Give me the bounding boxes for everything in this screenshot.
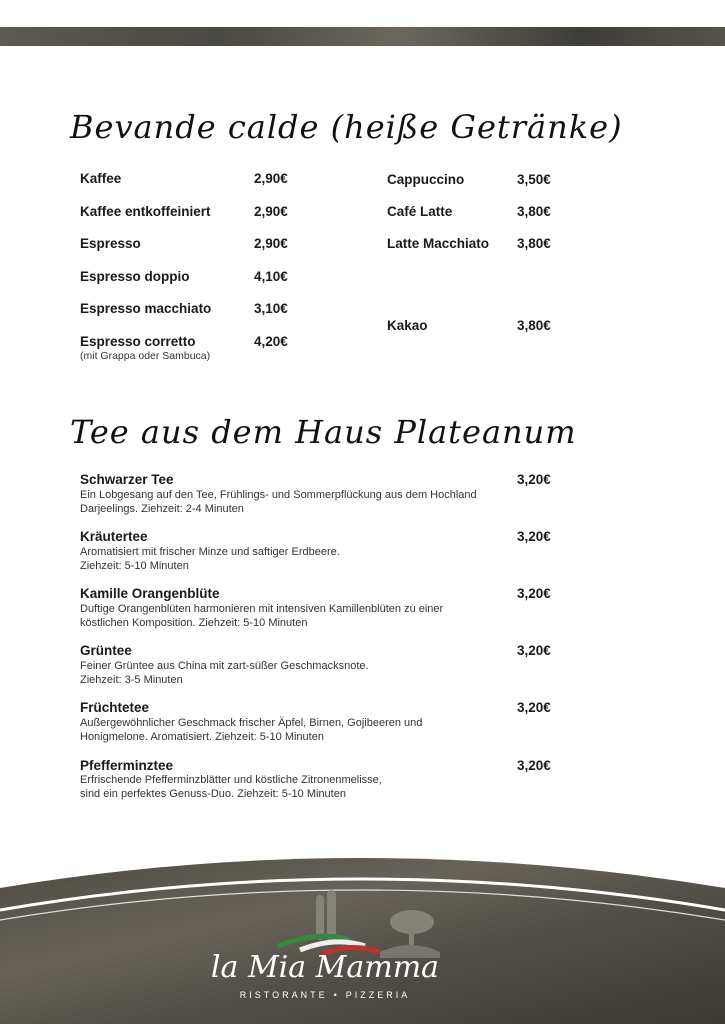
menu-item-name: Espresso doppio: [80, 269, 190, 284]
menu-item-name: Kaffee entkoffeiniert: [80, 204, 211, 219]
tea-item-name: Kräutertee: [80, 529, 148, 544]
menu-item-name: Espresso macchiato: [80, 301, 212, 316]
menu-item-note: (mit Grappa oder Sambuca): [80, 350, 211, 362]
tea-item-price: 3,20€: [517, 472, 551, 487]
menu-item-name: Kaffee: [80, 171, 122, 186]
menu-item-price: 2,90€: [254, 171, 288, 186]
menu-item-price: 3,80€: [517, 318, 551, 333]
hot-drinks-title: Bevande calde (heiße Getränke): [70, 108, 623, 146]
tea-item-price: 3,20€: [517, 758, 551, 773]
menu-item-price: 2,90€: [254, 236, 288, 251]
tea-item-description: Aromatisiert mit frischer Minze und saftiger Erdbeere. Ziehzeit: 5-10 Minuten: [80, 546, 340, 572]
menu-item-name: Café Latte: [387, 204, 453, 219]
menu-item-price: 4,10€: [254, 269, 288, 284]
brand-subtitle: [200, 990, 450, 1000]
menu-item-price: 3,10€: [254, 301, 288, 316]
tea-item-price: 3,20€: [517, 529, 551, 544]
tea-item-description: Erfrischende Pfefferminzblätter und köstliche Zitronenmelisse, sind ein perfektes Genuss-Duo. Ziehzeit: 5-10 Minuten: [80, 774, 382, 800]
tea-item-description: Ein Lobgesang auf den Tee, Frühlings- und Sommerpflückung aus dem Hochland Darjeelings. Ziehzeit: 2-4 Minuten: [80, 489, 477, 515]
tea-item-name: Pfefferminztee: [80, 758, 174, 773]
menu-item-price: 4,20€: [254, 334, 288, 349]
menu-item-name: Espresso: [80, 236, 141, 251]
tea-item-name: Schwarzer Tee: [80, 472, 174, 487]
tea-item-description: Duftige Orangenblüten harmonieren mit intensiven Kamillenblüten zu einer köstlichen Komposition. Ziehzeit: 5-10 Minuten: [80, 603, 444, 629]
top-decorative-band: [0, 27, 725, 46]
menu-item-price: 2,90€: [254, 204, 288, 219]
tea-item-name: Früchtetee: [80, 700, 150, 715]
menu-item-price: 3,50€: [517, 172, 551, 187]
tea-item-description: Feiner Grüntee aus China mit zart-süßer Geschmacksnote. Ziehzeit: 3-5 Minuten: [80, 660, 369, 686]
brand-subtitle-right: PIZZERIA: [345, 990, 411, 1000]
menu-item-name: Kakao: [387, 318, 428, 333]
tea-item-description: Außergewöhnlicher Geschmack frischer Äpfel, Birnen, Gojibeeren und Honigmelone. Aromatisiert. Ziehzeit: 5-10 Minuten: [80, 717, 423, 743]
tea-item-name: Grüntee: [80, 643, 132, 658]
brand-subtitle-left: RISTORANTE: [239, 990, 328, 1000]
tea-item-price: 3,20€: [517, 586, 551, 601]
brand-subtitle-separator: •: [333, 990, 340, 1000]
tea-item-price: 3,20€: [517, 700, 551, 715]
menu-item-price: 3,80€: [517, 236, 551, 251]
tea-title: Tee aus dem Haus Plateanum: [70, 413, 577, 451]
tea-item-price: 3,20€: [517, 643, 551, 658]
brand-name: la Mia Mamma: [210, 950, 440, 985]
menu-item-name: Latte Macchiato: [387, 236, 490, 251]
tea-item-name: Kamille Orangenblüte: [80, 586, 220, 601]
menu-item-name: Cappuccino: [387, 172, 465, 187]
menu-item-price: 3,80€: [517, 204, 551, 219]
menu-item-name: Espresso corretto: [80, 334, 196, 349]
